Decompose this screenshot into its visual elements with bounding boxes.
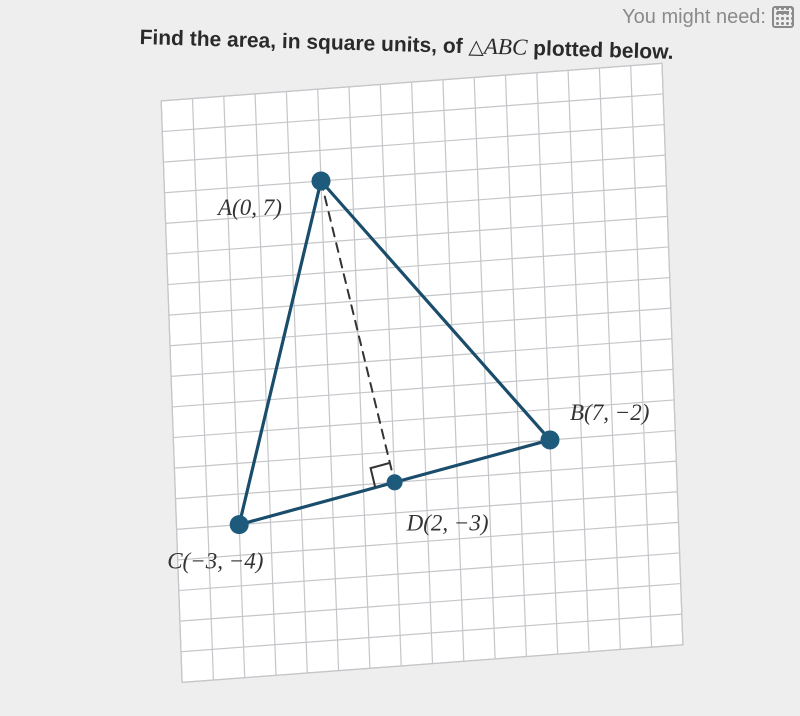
triangle-name: ABC: [483, 33, 528, 60]
point-label-B: B(7, −2): [570, 399, 650, 425]
point-label-A: A(0, 7): [218, 195, 282, 220]
point-B: [541, 430, 560, 449]
tools-label: You might need:: [622, 5, 766, 28]
point-C: [230, 515, 249, 534]
point-label-D: D(2, −3): [406, 510, 489, 536]
point-A: [312, 172, 331, 191]
question-suffix: plotted below.: [532, 36, 674, 64]
triangle-symbol: △: [468, 34, 485, 59]
question-prefix: Find the area, in square units, of: [139, 25, 464, 59]
point-label-C: C(−3, −4): [167, 548, 264, 574]
point-D: [387, 474, 403, 490]
